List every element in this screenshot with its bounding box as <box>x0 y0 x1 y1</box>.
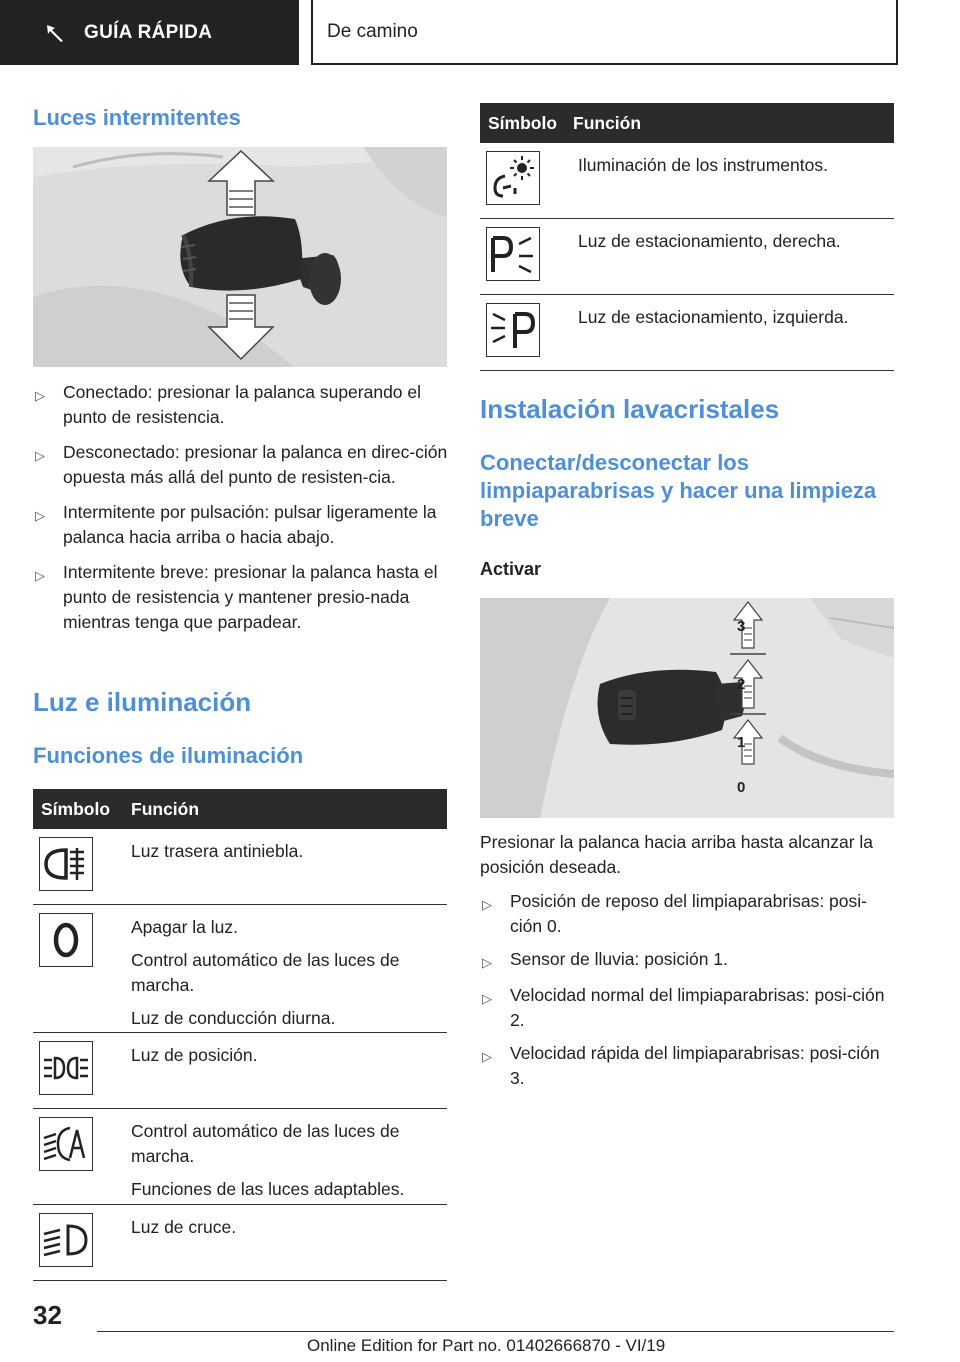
function-text: Luz de estacionamiento, izquierda. <box>578 307 849 327</box>
table-row <box>33 905 447 1033</box>
header-chapter-tab[interactable] <box>311 0 898 65</box>
side-lights-icon <box>39 1041 93 1095</box>
list-item <box>33 500 449 550</box>
bullet-triangle-icon: ▷ <box>482 897 492 912</box>
list-item <box>33 440 449 490</box>
lighting-functions-table <box>33 789 447 1281</box>
rear-fog-light-icon <box>39 837 93 891</box>
page-number: 32 <box>33 1300 62 1330</box>
function-text: Apagar la luz. <box>131 917 239 937</box>
table-row <box>33 1033 447 1109</box>
low-beam-icon <box>39 1213 93 1267</box>
header-section-label: GUÍA RÁPIDA <box>84 21 213 43</box>
turn-signals-heading: Luces intermitentes <box>33 105 241 130</box>
function-text: Control automático de las luces de marcha. <box>131 1121 400 1166</box>
list-item <box>480 983 896 1033</box>
table-row <box>33 1109 447 1205</box>
list-item <box>480 1041 896 1091</box>
lighting-functions-subheading: Funciones de iluminación <box>33 743 304 768</box>
header-chapter-label: De camino <box>327 20 418 42</box>
function-text: Funciones de las luces adaptables. <box>131 1179 405 1199</box>
lights-off-zero-icon <box>39 913 93 967</box>
list-item-text: Intermitente breve: presionar la palanca hasta el punto de resistencia y mantener presio‐nada mientras tenga que parpadear. <box>63 562 438 632</box>
table-row <box>480 219 894 295</box>
position-1-label: 1 <box>737 734 746 751</box>
table-row <box>480 143 894 219</box>
list-item-text: Velocidad normal del limpiaparabrisas: posi‐ción 2. <box>510 985 885 1030</box>
function-text: Luz de estacionamiento, derecha. <box>578 231 841 251</box>
list-item <box>480 947 896 975</box>
bullet-triangle-icon: ▷ <box>482 955 492 970</box>
list-item-text: Posición de reposo del limpiaparabrisas: posi‐ción 0. <box>510 891 867 936</box>
instrument-lighting-icon <box>486 151 540 205</box>
table-header <box>480 103 894 143</box>
activate-label: Activar <box>480 559 542 579</box>
turn-signals-list <box>33 380 449 635</box>
bullet-triangle-icon: ▷ <box>482 991 492 1006</box>
table-row <box>480 295 894 371</box>
bullet-triangle-icon: ▷ <box>35 388 45 403</box>
list-item <box>33 560 449 635</box>
wiper-intro: Presionar la palanca hacia arriba hasta alcanzar la posición deseada. <box>480 832 874 877</box>
lighting-heading: Luz e iluminación <box>33 687 252 717</box>
parking-light-right-icon <box>486 227 540 281</box>
function-text: Control automático de las luces de marcha. <box>131 950 400 995</box>
auto-headlight-icon <box>39 1117 93 1171</box>
list-item <box>33 380 449 430</box>
function-text: Luz de conducción diurna. <box>131 1008 336 1028</box>
bullet-triangle-icon: ▷ <box>35 568 45 583</box>
header-section-tab[interactable] <box>0 0 299 65</box>
column-header-function: Función <box>573 112 642 133</box>
footer-divider <box>97 1331 894 1332</box>
list-item-text: Conectado: presionar la palanca superando el punto de resistencia. <box>63 382 422 427</box>
wiper-subheading: Conectar/desconectar los limpiaparabrisas y hacer una limpieza breve <box>480 450 877 531</box>
position-3-label: 3 <box>737 618 746 635</box>
bullet-triangle-icon: ▷ <box>482 1049 492 1064</box>
column-header-symbol: Símbolo <box>41 798 111 819</box>
wiper-lever-photo <box>480 598 894 818</box>
bullet-triangle-icon: ▷ <box>35 508 45 523</box>
quick-guide-icon <box>44 22 66 44</box>
turn-signal-lever-photo <box>33 147 447 367</box>
parking-light-left-icon <box>486 303 540 357</box>
list-item-text: Velocidad rápida del limpiaparabrisas: posi‐ción 3. <box>510 1043 880 1088</box>
position-2-label: 2 <box>737 676 746 693</box>
function-text: Luz de cruce. <box>131 1217 237 1237</box>
edition-text: Online Edition for Part no. 01402666870 - VI/19 <box>307 1336 666 1355</box>
table-row <box>33 1205 447 1281</box>
washer-heading: Instalación lavacristales <box>480 394 780 424</box>
column-header-symbol: Símbolo <box>488 112 558 133</box>
list-item-text: Intermitente por pulsación: pulsar ligeramente la palanca hacia arriba o hacia abajo. <box>63 502 437 547</box>
instrument-lighting-table <box>480 103 894 371</box>
table-row <box>33 829 447 905</box>
list-item-text: Sensor de lluvia: posición 1. <box>510 949 728 969</box>
position-0-label: 0 <box>737 779 746 796</box>
function-text: Luz trasera antiniebla. <box>131 841 304 861</box>
column-header-function: Función <box>131 798 200 819</box>
table-header <box>33 789 447 829</box>
list-item <box>480 889 896 939</box>
function-text: Luz de posición. <box>131 1045 258 1065</box>
function-text: Iluminación de los instrumentos. <box>578 155 828 175</box>
wiper-positions-list <box>480 889 896 1091</box>
bullet-triangle-icon: ▷ <box>35 448 45 463</box>
list-item-text: Desconectado: presionar la palanca en direc‐ción opuesta más allá del punto de resisten‐cia. <box>63 442 448 487</box>
